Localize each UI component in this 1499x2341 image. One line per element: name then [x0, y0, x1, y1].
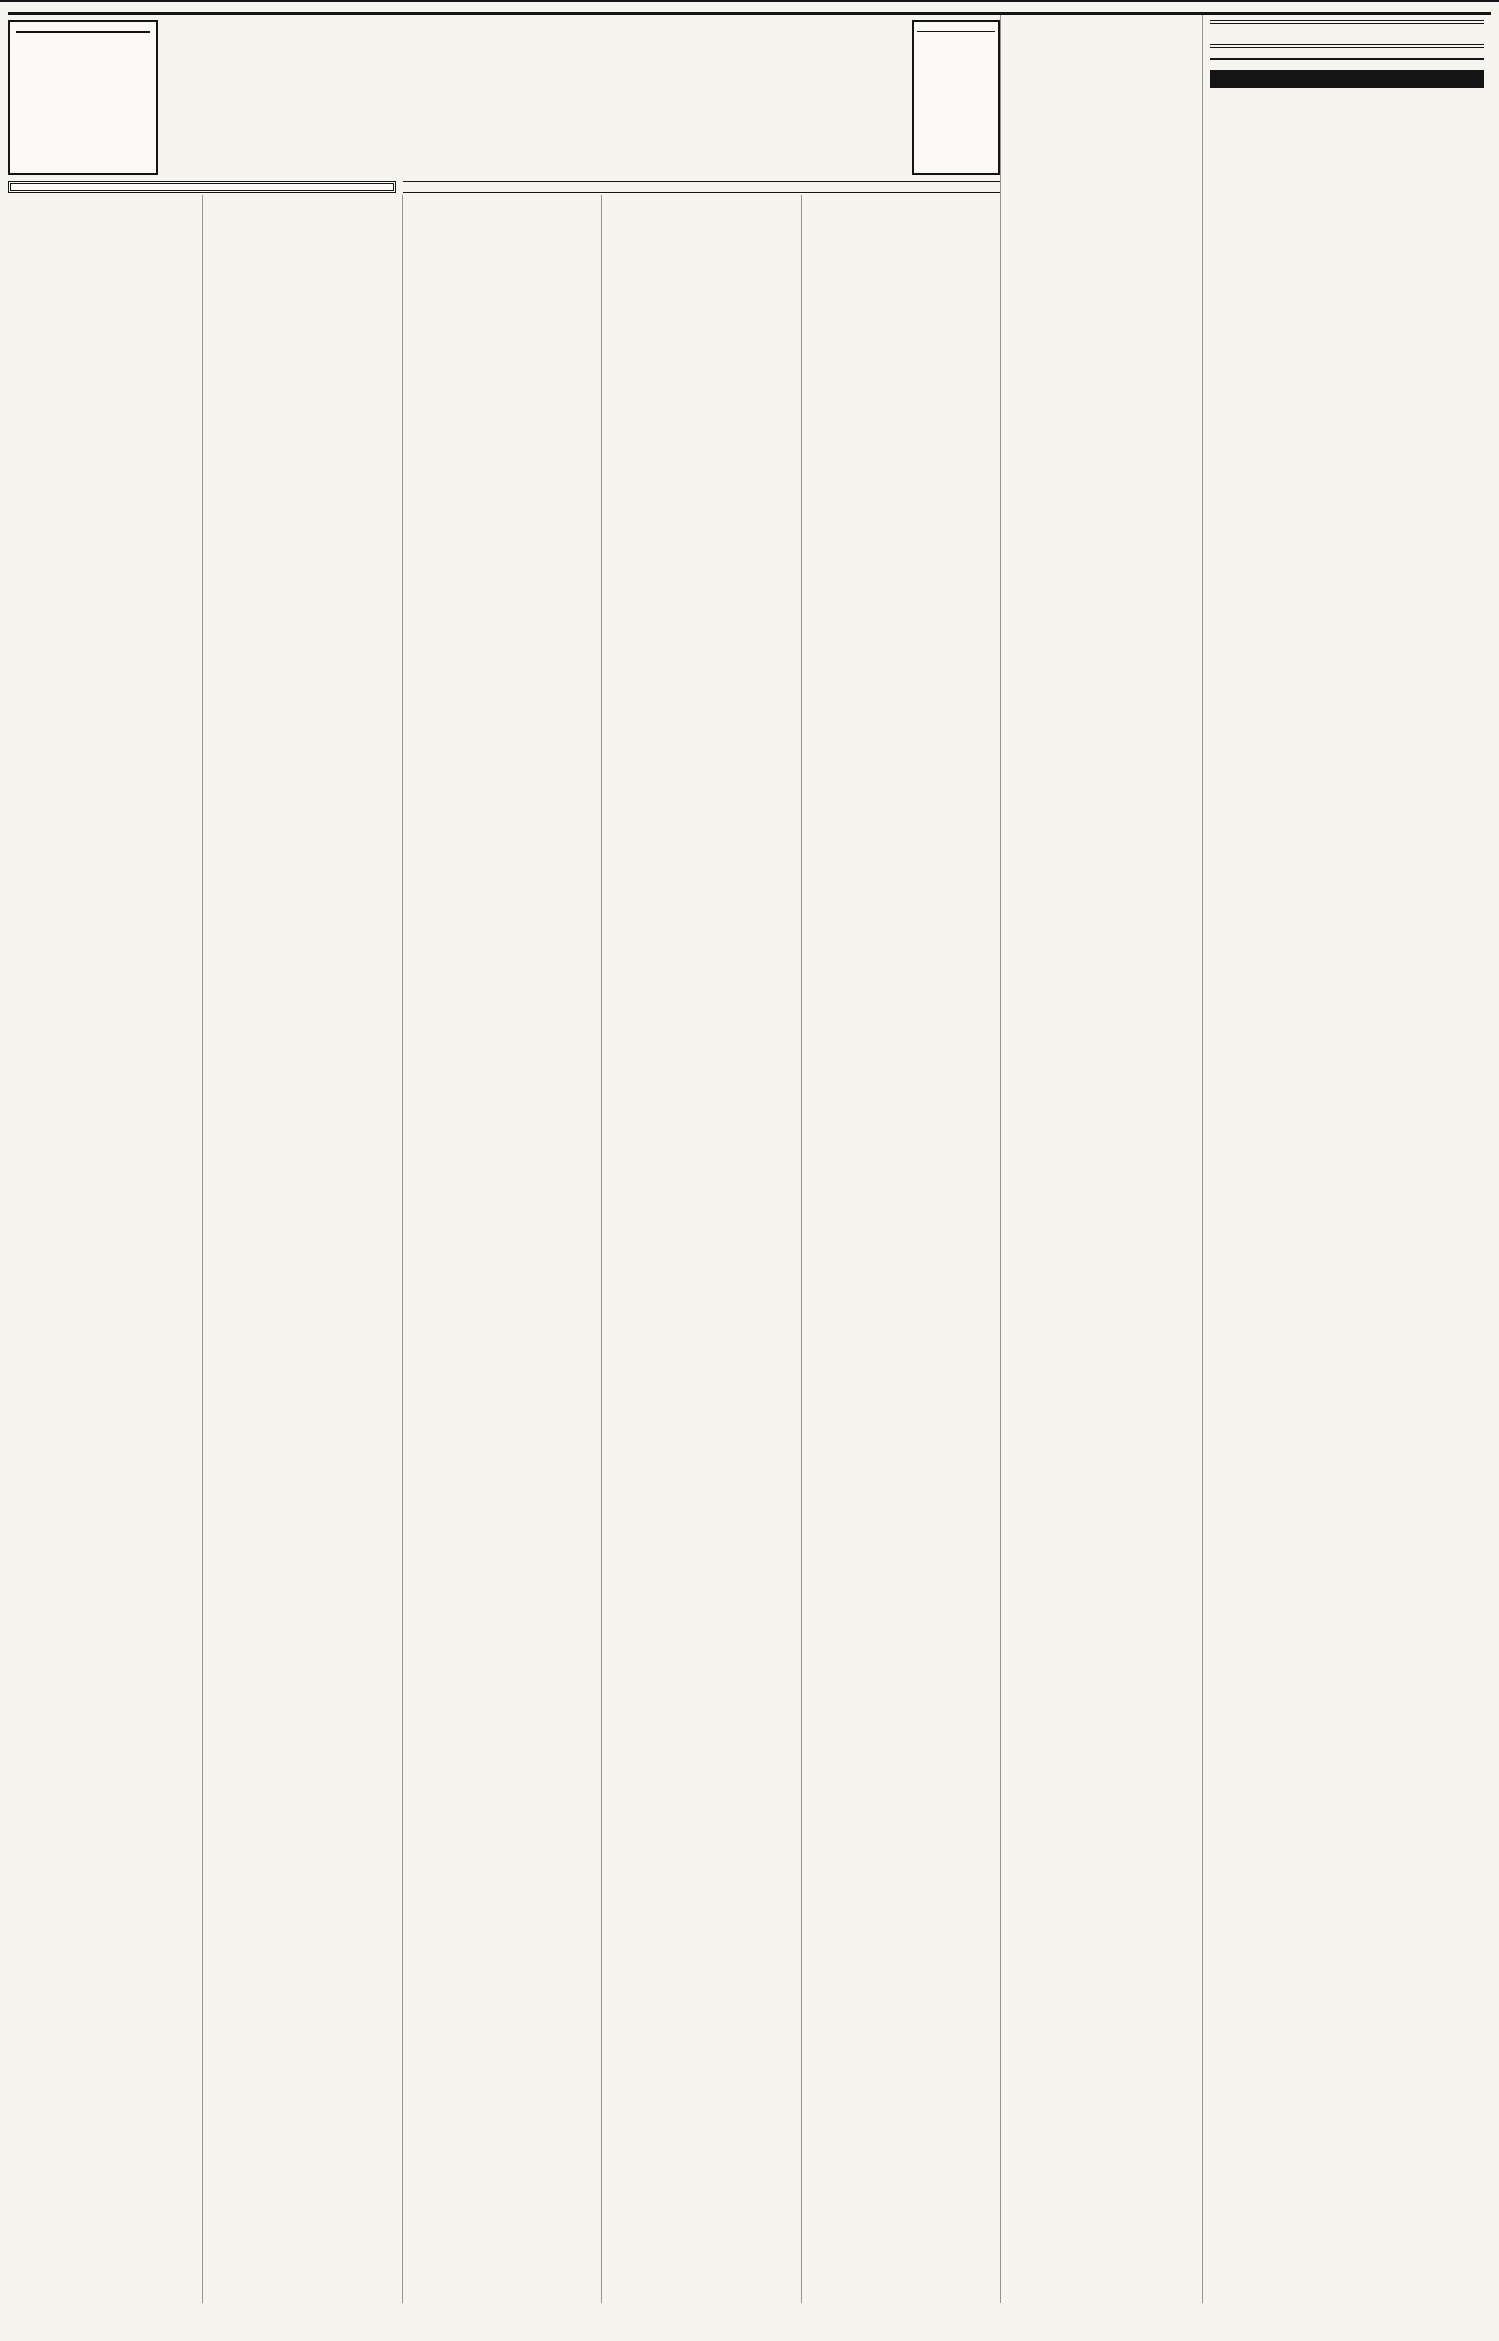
birthday-coupon-box [8, 20, 158, 175]
horoscope-title [1210, 20, 1484, 48]
birthday-photos-row [164, 20, 906, 175]
horoscope-column [1202, 15, 1491, 2303]
classified-column-1 [8, 195, 202, 2303]
horoscope-byline [1210, 48, 1484, 60]
masthead [8, 7, 1491, 15]
affidavit-column [1000, 15, 1202, 2303]
classified-column-3 [402, 195, 601, 2303]
coupon-title [16, 28, 150, 33]
page-body [8, 15, 1491, 2303]
left-zone [8, 15, 1000, 2303]
classified-logo [8, 181, 396, 193]
obituary-row [1210, 88, 1484, 95]
classified-column-2 [202, 195, 401, 2303]
classified-header-row [8, 181, 1000, 193]
birthday-strip [8, 15, 1000, 175]
ad-rate-box [912, 20, 1000, 175]
classified-column-5 [801, 195, 1000, 2303]
memory-section-title [1210, 70, 1484, 88]
classified-columns [8, 195, 1000, 2303]
coupon-note [403, 181, 1000, 193]
rate-box-header [917, 28, 995, 32]
classified-column-4 [601, 195, 800, 2303]
